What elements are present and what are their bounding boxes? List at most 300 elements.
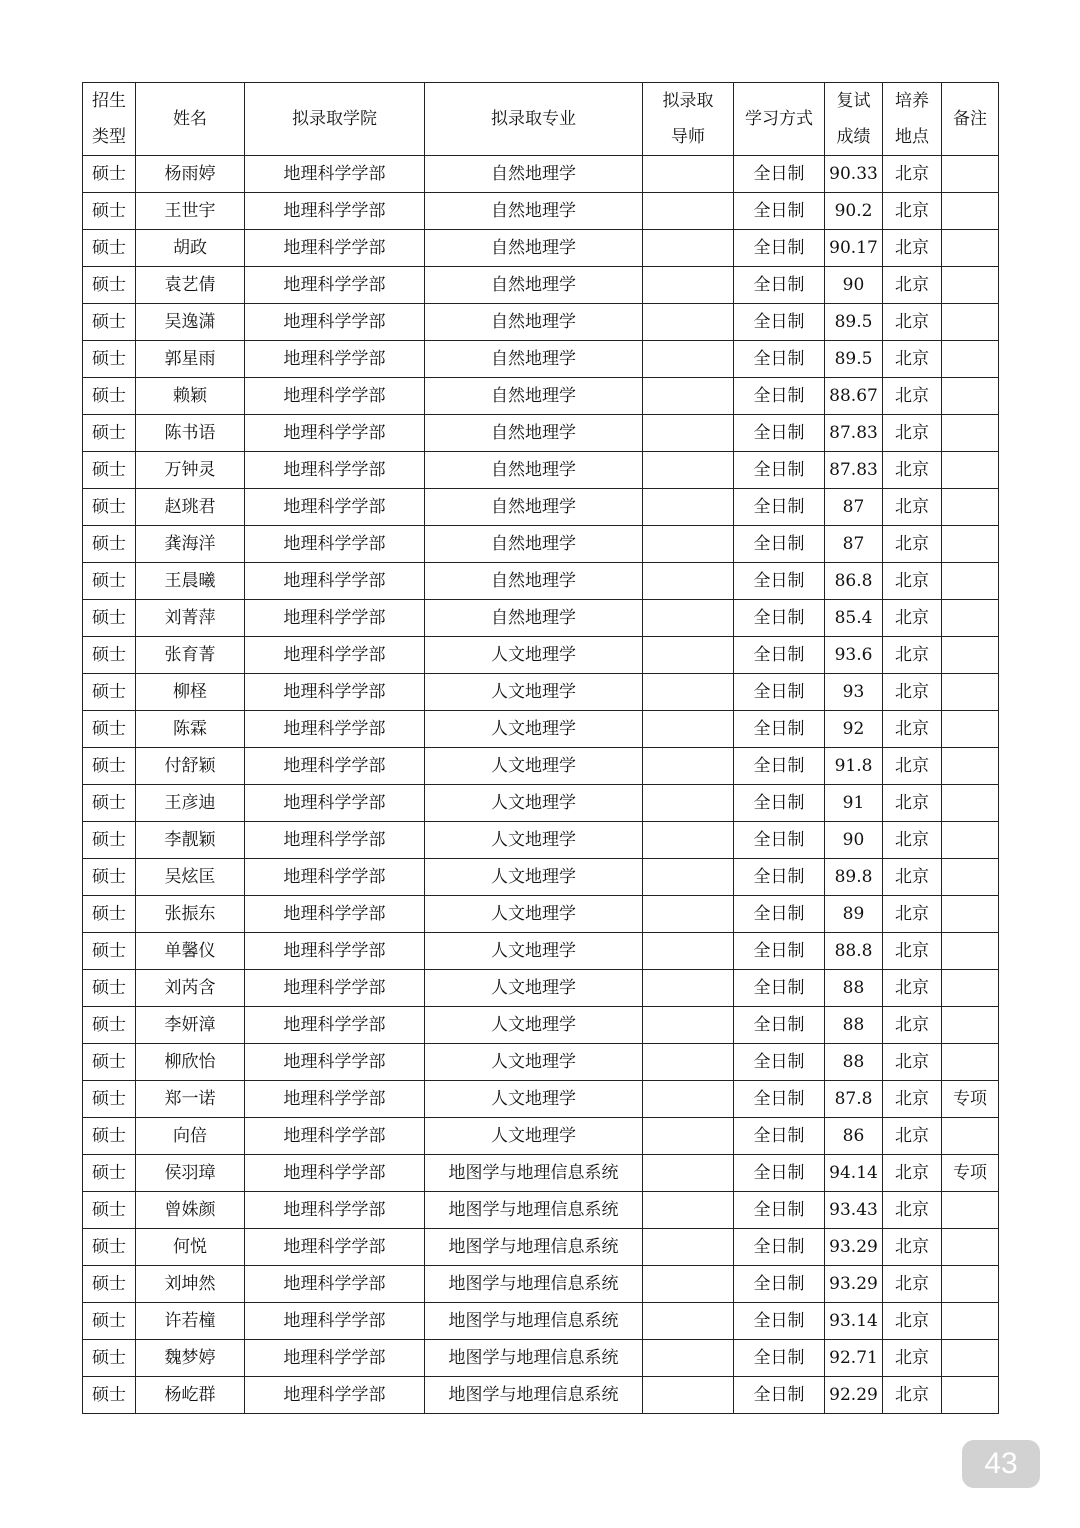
cell-college: 地理科学学部 xyxy=(245,637,425,674)
cell-college: 地理科学学部 xyxy=(245,859,425,896)
cell-type: 硕士 xyxy=(83,970,136,1007)
cell-score: 89.5 xyxy=(825,304,883,341)
table-row xyxy=(83,637,999,674)
cell-type: 硕士 xyxy=(83,1340,136,1377)
cell-type: 硕士 xyxy=(83,156,136,193)
cell-score: 87.83 xyxy=(825,452,883,489)
cell-college: 地理科学学部 xyxy=(245,452,425,489)
cell-major: 地图学与地理信息系统 xyxy=(425,1266,643,1303)
cell-type: 硕士 xyxy=(83,1303,136,1340)
cell-advisor xyxy=(643,785,734,822)
cell-location: 北京 xyxy=(883,341,942,378)
cell-location: 北京 xyxy=(883,452,942,489)
cell-advisor xyxy=(643,415,734,452)
cell-mode: 全日制 xyxy=(734,933,825,970)
cell-name: 付舒颖 xyxy=(136,748,245,785)
table-row xyxy=(83,711,999,748)
cell-major: 自然地理学 xyxy=(425,267,643,304)
table-row xyxy=(83,1266,999,1303)
cell-college: 地理科学学部 xyxy=(245,1192,425,1229)
cell-mode: 全日制 xyxy=(734,304,825,341)
cell-location: 北京 xyxy=(883,859,942,896)
table-row xyxy=(83,489,999,526)
table-row xyxy=(83,415,999,452)
table-row xyxy=(83,378,999,415)
cell-college: 地理科学学部 xyxy=(245,193,425,230)
cell-major: 地图学与地理信息系统 xyxy=(425,1192,643,1229)
cell-advisor xyxy=(643,1007,734,1044)
cell-type: 硕士 xyxy=(83,600,136,637)
table-row xyxy=(83,156,999,193)
cell-major: 人文地理学 xyxy=(425,674,643,711)
cell-mode: 全日制 xyxy=(734,970,825,1007)
cell-major: 自然地理学 xyxy=(425,230,643,267)
cell-advisor xyxy=(643,563,734,600)
cell-advisor xyxy=(643,378,734,415)
cell-mode: 全日制 xyxy=(734,341,825,378)
cell-major: 地图学与地理信息系统 xyxy=(425,1155,643,1192)
cell-college: 地理科学学部 xyxy=(245,1303,425,1340)
cell-name: 侯羽璋 xyxy=(136,1155,245,1192)
cell-major: 人文地理学 xyxy=(425,933,643,970)
cell-major: 人文地理学 xyxy=(425,822,643,859)
table-row xyxy=(83,526,999,563)
cell-college: 地理科学学部 xyxy=(245,933,425,970)
cell-name: 张振东 xyxy=(136,896,245,933)
cell-college: 地理科学学部 xyxy=(245,1007,425,1044)
cell-major: 人文地理学 xyxy=(425,896,643,933)
cell-advisor xyxy=(643,1118,734,1155)
table-row xyxy=(83,1155,999,1192)
cell-name: 许若橦 xyxy=(136,1303,245,1340)
cell-mode: 全日制 xyxy=(734,1377,825,1414)
cell-location: 北京 xyxy=(883,1044,942,1081)
cell-score: 86 xyxy=(825,1118,883,1155)
cell-major: 地图学与地理信息系统 xyxy=(425,1340,643,1377)
cell-score: 93.29 xyxy=(825,1266,883,1303)
table-row xyxy=(83,452,999,489)
cell-mode: 全日制 xyxy=(734,193,825,230)
cell-type: 硕士 xyxy=(83,637,136,674)
cell-mode: 全日制 xyxy=(734,1303,825,1340)
cell-score: 94.14 xyxy=(825,1155,883,1192)
cell-score: 89 xyxy=(825,896,883,933)
table-row xyxy=(83,896,999,933)
cell-name: 柳欣怡 xyxy=(136,1044,245,1081)
cell-note xyxy=(942,896,999,933)
cell-type: 硕士 xyxy=(83,230,136,267)
cell-note xyxy=(942,1007,999,1044)
cell-name: 陈书语 xyxy=(136,415,245,452)
cell-location: 北京 xyxy=(883,748,942,785)
cell-location: 北京 xyxy=(883,785,942,822)
cell-mode: 全日制 xyxy=(734,526,825,563)
cell-score: 87.8 xyxy=(825,1081,883,1118)
cell-name: 张育菁 xyxy=(136,637,245,674)
cell-advisor xyxy=(643,1081,734,1118)
admission-table xyxy=(82,82,999,1414)
cell-note xyxy=(942,1377,999,1414)
cell-location: 北京 xyxy=(883,1377,942,1414)
cell-name: 郭星雨 xyxy=(136,341,245,378)
cell-score: 91.8 xyxy=(825,748,883,785)
cell-name: 刘坤然 xyxy=(136,1266,245,1303)
header-advisor: 拟录取 导师 xyxy=(643,83,734,156)
cell-note xyxy=(942,600,999,637)
cell-name: 李靓颖 xyxy=(136,822,245,859)
cell-score: 88 xyxy=(825,1007,883,1044)
cell-mode: 全日制 xyxy=(734,1340,825,1377)
cell-mode: 全日制 xyxy=(734,711,825,748)
cell-note xyxy=(942,230,999,267)
table-row xyxy=(83,933,999,970)
header-row xyxy=(83,83,999,156)
cell-advisor xyxy=(643,267,734,304)
cell-location: 北京 xyxy=(883,193,942,230)
cell-score: 91 xyxy=(825,785,883,822)
cell-mode: 全日制 xyxy=(734,822,825,859)
cell-college: 地理科学学部 xyxy=(245,748,425,785)
cell-mode: 全日制 xyxy=(734,1044,825,1081)
cell-note xyxy=(942,674,999,711)
table-row xyxy=(83,1044,999,1081)
cell-college: 地理科学学部 xyxy=(245,304,425,341)
cell-type: 硕士 xyxy=(83,1266,136,1303)
cell-college: 地理科学学部 xyxy=(245,415,425,452)
cell-score: 87.83 xyxy=(825,415,883,452)
cell-college: 地理科学学部 xyxy=(245,1266,425,1303)
cell-location: 北京 xyxy=(883,230,942,267)
cell-note xyxy=(942,193,999,230)
table-row xyxy=(83,748,999,785)
cell-major: 自然地理学 xyxy=(425,526,643,563)
cell-type: 硕士 xyxy=(83,1229,136,1266)
cell-type: 硕士 xyxy=(83,304,136,341)
cell-major: 人文地理学 xyxy=(425,1118,643,1155)
cell-note xyxy=(942,970,999,1007)
cell-mode: 全日制 xyxy=(734,785,825,822)
cell-advisor xyxy=(643,674,734,711)
cell-note xyxy=(942,1044,999,1081)
page-number-badge: 43 xyxy=(962,1440,1040,1488)
header-location: 培养 地点 xyxy=(883,83,942,156)
cell-major: 人文地理学 xyxy=(425,748,643,785)
cell-location: 北京 xyxy=(883,1007,942,1044)
cell-name: 万钟灵 xyxy=(136,452,245,489)
table-row xyxy=(83,193,999,230)
cell-advisor xyxy=(643,711,734,748)
cell-note xyxy=(942,156,999,193)
table-row xyxy=(83,563,999,600)
cell-college: 地理科学学部 xyxy=(245,378,425,415)
table-body xyxy=(83,156,999,1414)
cell-mode: 全日制 xyxy=(734,1007,825,1044)
cell-note xyxy=(942,452,999,489)
cell-note xyxy=(942,748,999,785)
header-college: 拟录取学院 xyxy=(245,83,425,156)
cell-location: 北京 xyxy=(883,1081,942,1118)
cell-advisor xyxy=(643,1340,734,1377)
cell-major: 人文地理学 xyxy=(425,1081,643,1118)
cell-major: 自然地理学 xyxy=(425,489,643,526)
cell-score: 93.14 xyxy=(825,1303,883,1340)
cell-college: 地理科学学部 xyxy=(245,1081,425,1118)
cell-college: 地理科学学部 xyxy=(245,1377,425,1414)
cell-score: 90.2 xyxy=(825,193,883,230)
cell-location: 北京 xyxy=(883,267,942,304)
cell-type: 硕士 xyxy=(83,1081,136,1118)
table-row xyxy=(83,267,999,304)
cell-location: 北京 xyxy=(883,1229,942,1266)
cell-name: 刘芮含 xyxy=(136,970,245,1007)
table-row xyxy=(83,1229,999,1266)
cell-mode: 全日制 xyxy=(734,1229,825,1266)
cell-location: 北京 xyxy=(883,156,942,193)
cell-location: 北京 xyxy=(883,378,942,415)
cell-advisor xyxy=(643,341,734,378)
cell-advisor xyxy=(643,637,734,674)
cell-major: 地图学与地理信息系统 xyxy=(425,1303,643,1340)
cell-name: 吴逸潇 xyxy=(136,304,245,341)
cell-mode: 全日制 xyxy=(734,156,825,193)
table-row xyxy=(83,1377,999,1414)
table-row xyxy=(83,1007,999,1044)
table-row xyxy=(83,600,999,637)
table-row xyxy=(83,674,999,711)
header-mode: 学习方式 xyxy=(734,83,825,156)
cell-type: 硕士 xyxy=(83,1377,136,1414)
cell-note xyxy=(942,711,999,748)
cell-mode: 全日制 xyxy=(734,230,825,267)
cell-location: 北京 xyxy=(883,1303,942,1340)
cell-college: 地理科学学部 xyxy=(245,1229,425,1266)
cell-advisor xyxy=(643,859,734,896)
cell-note xyxy=(942,1192,999,1229)
cell-note xyxy=(942,822,999,859)
cell-type: 硕士 xyxy=(83,267,136,304)
cell-mode: 全日制 xyxy=(734,600,825,637)
cell-score: 89.8 xyxy=(825,859,883,896)
table-row xyxy=(83,859,999,896)
cell-note: 专项 xyxy=(942,1155,999,1192)
cell-advisor xyxy=(643,156,734,193)
cell-location: 北京 xyxy=(883,526,942,563)
cell-advisor xyxy=(643,600,734,637)
cell-college: 地理科学学部 xyxy=(245,341,425,378)
cell-major: 人文地理学 xyxy=(425,711,643,748)
cell-location: 北京 xyxy=(883,970,942,1007)
cell-note xyxy=(942,563,999,600)
cell-note xyxy=(942,637,999,674)
cell-college: 地理科学学部 xyxy=(245,156,425,193)
cell-major: 人文地理学 xyxy=(425,970,643,1007)
cell-location: 北京 xyxy=(883,674,942,711)
table-row xyxy=(83,1081,999,1118)
cell-note xyxy=(942,267,999,304)
cell-name: 赖颖 xyxy=(136,378,245,415)
cell-score: 93.43 xyxy=(825,1192,883,1229)
cell-score: 85.4 xyxy=(825,600,883,637)
cell-mode: 全日制 xyxy=(734,859,825,896)
cell-location: 北京 xyxy=(883,1192,942,1229)
cell-college: 地理科学学部 xyxy=(245,674,425,711)
cell-name: 袁艺倩 xyxy=(136,267,245,304)
table-row xyxy=(83,341,999,378)
cell-name: 陈霖 xyxy=(136,711,245,748)
cell-location: 北京 xyxy=(883,1340,942,1377)
cell-note xyxy=(942,1266,999,1303)
cell-advisor xyxy=(643,193,734,230)
cell-note xyxy=(942,341,999,378)
cell-name: 杨屹群 xyxy=(136,1377,245,1414)
cell-score: 88.67 xyxy=(825,378,883,415)
cell-advisor xyxy=(643,452,734,489)
cell-major: 自然地理学 xyxy=(425,341,643,378)
cell-name: 魏梦婷 xyxy=(136,1340,245,1377)
cell-major: 地图学与地理信息系统 xyxy=(425,1377,643,1414)
cell-major: 自然地理学 xyxy=(425,452,643,489)
cell-name: 单馨仪 xyxy=(136,933,245,970)
cell-major: 自然地理学 xyxy=(425,304,643,341)
cell-location: 北京 xyxy=(883,489,942,526)
cell-type: 硕士 xyxy=(83,563,136,600)
cell-advisor xyxy=(643,230,734,267)
cell-mode: 全日制 xyxy=(734,452,825,489)
cell-name: 龚海洋 xyxy=(136,526,245,563)
cell-advisor xyxy=(643,489,734,526)
cell-advisor xyxy=(643,526,734,563)
cell-advisor xyxy=(643,933,734,970)
cell-mode: 全日制 xyxy=(734,267,825,304)
cell-type: 硕士 xyxy=(83,711,136,748)
cell-score: 93.29 xyxy=(825,1229,883,1266)
cell-type: 硕士 xyxy=(83,1044,136,1081)
cell-mode: 全日制 xyxy=(734,489,825,526)
cell-name: 刘菁萍 xyxy=(136,600,245,637)
cell-location: 北京 xyxy=(883,711,942,748)
cell-score: 90.33 xyxy=(825,156,883,193)
cell-advisor xyxy=(643,1044,734,1081)
cell-college: 地理科学学部 xyxy=(245,896,425,933)
cell-name: 李妍漳 xyxy=(136,1007,245,1044)
cell-mode: 全日制 xyxy=(734,563,825,600)
cell-advisor xyxy=(643,822,734,859)
table-row xyxy=(83,785,999,822)
cell-location: 北京 xyxy=(883,600,942,637)
cell-location: 北京 xyxy=(883,1118,942,1155)
cell-advisor xyxy=(643,896,734,933)
cell-score: 90 xyxy=(825,822,883,859)
cell-mode: 全日制 xyxy=(734,674,825,711)
cell-major: 人文地理学 xyxy=(425,785,643,822)
cell-score: 92.29 xyxy=(825,1377,883,1414)
cell-name: 曾姝颜 xyxy=(136,1192,245,1229)
cell-college: 地理科学学部 xyxy=(245,970,425,1007)
cell-advisor xyxy=(643,1192,734,1229)
cell-advisor xyxy=(643,1155,734,1192)
cell-name: 胡政 xyxy=(136,230,245,267)
cell-college: 地理科学学部 xyxy=(245,267,425,304)
cell-location: 北京 xyxy=(883,896,942,933)
cell-college: 地理科学学部 xyxy=(245,1118,425,1155)
cell-note: 专项 xyxy=(942,1081,999,1118)
cell-note xyxy=(942,933,999,970)
cell-score: 89.5 xyxy=(825,341,883,378)
cell-score: 93 xyxy=(825,674,883,711)
cell-type: 硕士 xyxy=(83,526,136,563)
cell-name: 王晨曦 xyxy=(136,563,245,600)
cell-mode: 全日制 xyxy=(734,415,825,452)
header-major: 拟录取专业 xyxy=(425,83,643,156)
cell-major: 人文地理学 xyxy=(425,637,643,674)
cell-advisor xyxy=(643,1229,734,1266)
cell-college: 地理科学学部 xyxy=(245,1044,425,1081)
cell-score: 88.8 xyxy=(825,933,883,970)
cell-advisor xyxy=(643,1377,734,1414)
cell-major: 自然地理学 xyxy=(425,415,643,452)
header-score: 复试 成绩 xyxy=(825,83,883,156)
cell-name: 向倍 xyxy=(136,1118,245,1155)
cell-name: 王世宇 xyxy=(136,193,245,230)
cell-major: 自然地理学 xyxy=(425,193,643,230)
cell-major: 人文地理学 xyxy=(425,859,643,896)
cell-score: 92 xyxy=(825,711,883,748)
cell-location: 北京 xyxy=(883,1155,942,1192)
cell-advisor xyxy=(643,304,734,341)
cell-name: 柳柽 xyxy=(136,674,245,711)
header-note: 备注 xyxy=(942,83,999,156)
table-row xyxy=(83,304,999,341)
cell-advisor xyxy=(643,1303,734,1340)
cell-type: 硕士 xyxy=(83,896,136,933)
table-row xyxy=(83,1192,999,1229)
table-row xyxy=(83,1303,999,1340)
cell-name: 吴炫匡 xyxy=(136,859,245,896)
cell-mode: 全日制 xyxy=(734,637,825,674)
cell-major: 人文地理学 xyxy=(425,1007,643,1044)
cell-type: 硕士 xyxy=(83,1192,136,1229)
cell-score: 88 xyxy=(825,970,883,1007)
cell-score: 90.17 xyxy=(825,230,883,267)
cell-advisor xyxy=(643,1266,734,1303)
cell-major: 自然地理学 xyxy=(425,600,643,637)
cell-type: 硕士 xyxy=(83,674,136,711)
cell-major: 自然地理学 xyxy=(425,378,643,415)
cell-note xyxy=(942,378,999,415)
cell-location: 北京 xyxy=(883,822,942,859)
cell-advisor xyxy=(643,970,734,1007)
header-type: 招生 类型 xyxy=(83,83,136,156)
cell-mode: 全日制 xyxy=(734,1192,825,1229)
cell-type: 硕士 xyxy=(83,341,136,378)
cell-location: 北京 xyxy=(883,563,942,600)
cell-mode: 全日制 xyxy=(734,1118,825,1155)
cell-note xyxy=(942,526,999,563)
cell-type: 硕士 xyxy=(83,489,136,526)
cell-college: 地理科学学部 xyxy=(245,711,425,748)
cell-college: 地理科学学部 xyxy=(245,230,425,267)
cell-name: 杨雨婷 xyxy=(136,156,245,193)
cell-score: 93.6 xyxy=(825,637,883,674)
cell-major: 人文地理学 xyxy=(425,1044,643,1081)
cell-college: 地理科学学部 xyxy=(245,600,425,637)
cell-mode: 全日制 xyxy=(734,748,825,785)
cell-note xyxy=(942,489,999,526)
cell-note xyxy=(942,785,999,822)
cell-location: 北京 xyxy=(883,415,942,452)
cell-college: 地理科学学部 xyxy=(245,1155,425,1192)
cell-major: 自然地理学 xyxy=(425,156,643,193)
